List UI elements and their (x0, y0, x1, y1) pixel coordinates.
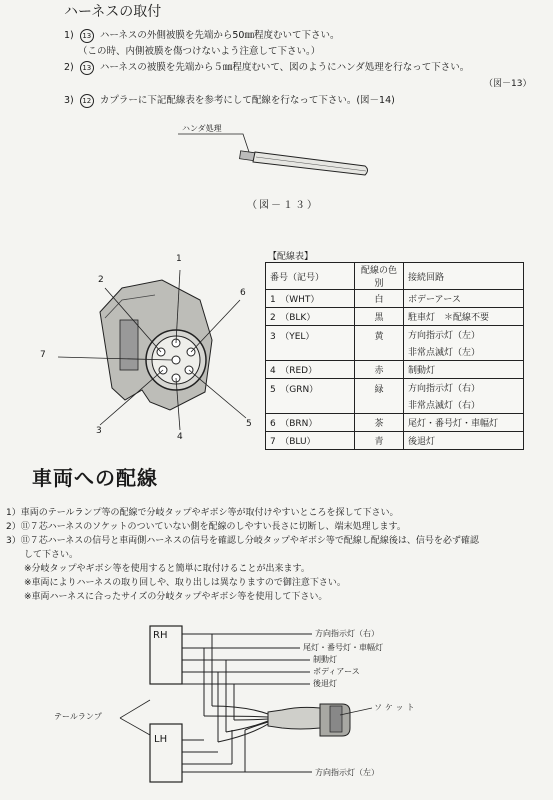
pin-label-2: 2 (98, 275, 104, 285)
step-marker-13: 13 (80, 61, 94, 75)
vehicle-line-4: して下さい。 (6, 550, 79, 560)
wire-label-brake: 制動灯 (313, 655, 337, 664)
wire-label-turn-right: 方向指示灯（右） (315, 629, 379, 638)
vehicle-note-1: ※分岐タップやギボシ等を使用すると簡単に取付けることが出来ます。 (6, 564, 310, 574)
pin-label-5: 5 (246, 419, 252, 429)
harness-step-1-note: （この時、内側被膜を傷つけないよう注意して下さい。） (78, 46, 321, 57)
step-marker-12: 12 (80, 94, 94, 108)
vehicle-note-3: ※車両ハーネスに合ったサイズの分岐タップやギボシ等を使用して下さい。 (6, 592, 328, 602)
table-row: 非常点滅灯（右） (266, 396, 524, 414)
table-row: 3 （YEL） 黄 方向指示灯（左） (266, 326, 524, 344)
harness-step-1: 1) 13 ハーネスの外側被膜を先端から50㎜程度むいて下さい。 (64, 30, 340, 41)
pin-label-1: 1 (176, 254, 182, 264)
vehicle-line-1: 1）車両のテールランプ等の配線で分岐タップやギボシ等が取付けやすいところを探して下さい。 (6, 508, 399, 518)
vehicle-line-3: 3）⑪７芯ハーネスの信号と車両側ハーネスの信号を確認し分岐タップやギボシ等で配線し配線後は、信号を必ず確認 (6, 536, 479, 546)
wire-label-turn-left: 方向指示灯（左） (315, 768, 379, 777)
wire-label-ground: ボディアース (313, 667, 360, 676)
pin-label-6: 6 (240, 288, 246, 298)
step-marker-13: 13 (80, 29, 94, 43)
table-row: 5 （GRN） 緑 方向指示灯（右） (266, 379, 524, 397)
vehicle-line-2: 2）⑪７芯ハーネスのソケットのついていない側を配線のしやすい長さに切断し、端末処理します。 (6, 522, 406, 532)
wire-label-reverse: 後退灯 (313, 679, 337, 688)
rh-label: RH (153, 630, 168, 641)
figure-13-caption: （図－１３） (247, 200, 319, 211)
solder-label: ハンダ処理 (182, 124, 222, 133)
harness-step-2-figref: （図－13） (484, 79, 532, 89)
lh-label: LH (154, 734, 168, 745)
wiring-table-title: 【配線表】 (268, 252, 314, 262)
pin-label-7: 7 (40, 350, 46, 360)
table-row: 1 （WHT） 白 ボデーアース (266, 290, 524, 308)
pin-label-4: 4 (177, 432, 183, 442)
table-header: 番号（記号） (266, 263, 355, 290)
tail-lamp-label: テールランプ (54, 712, 102, 721)
harness-step-2: 2) 13 ハーネスの被膜を先端から５㎜程度むいて、図のようにハンダ処理を行なって下さい。 (64, 62, 470, 73)
table-row: 4 （RED） 赤 制動灯 (266, 361, 524, 379)
pin-label-3: 3 (96, 426, 102, 436)
table-header: 配線の色別 (355, 263, 404, 290)
table-row: 7 （BLU） 青 後退灯 (266, 432, 524, 450)
table-row: 非常点滅灯（左） (266, 343, 524, 361)
socket-label: ソケット (374, 703, 418, 712)
vehicle-section-title: 車両への配線 (32, 466, 158, 490)
harness-section-title: ハーネスの取付 (64, 4, 162, 20)
table-row: 2 （BLK） 黒 駐車灯 ＊配線不要 (266, 308, 524, 326)
vehicle-note-2: ※車両によりハーネスの取り回しや、取り出しは異なりますので御注意下さい。 (6, 578, 346, 588)
harness-step-3: 3) 12 カプラーに下記配線表を参考にして配線を行なって下さい。(図－14) (64, 95, 395, 106)
table-row: 6 （BRN） 茶 尾灯・番号灯・車幅灯 (266, 414, 524, 432)
wire-label-tail: 尾灯・番号灯・車幅灯 (303, 643, 383, 652)
table-header: 接続回路 (404, 263, 524, 290)
